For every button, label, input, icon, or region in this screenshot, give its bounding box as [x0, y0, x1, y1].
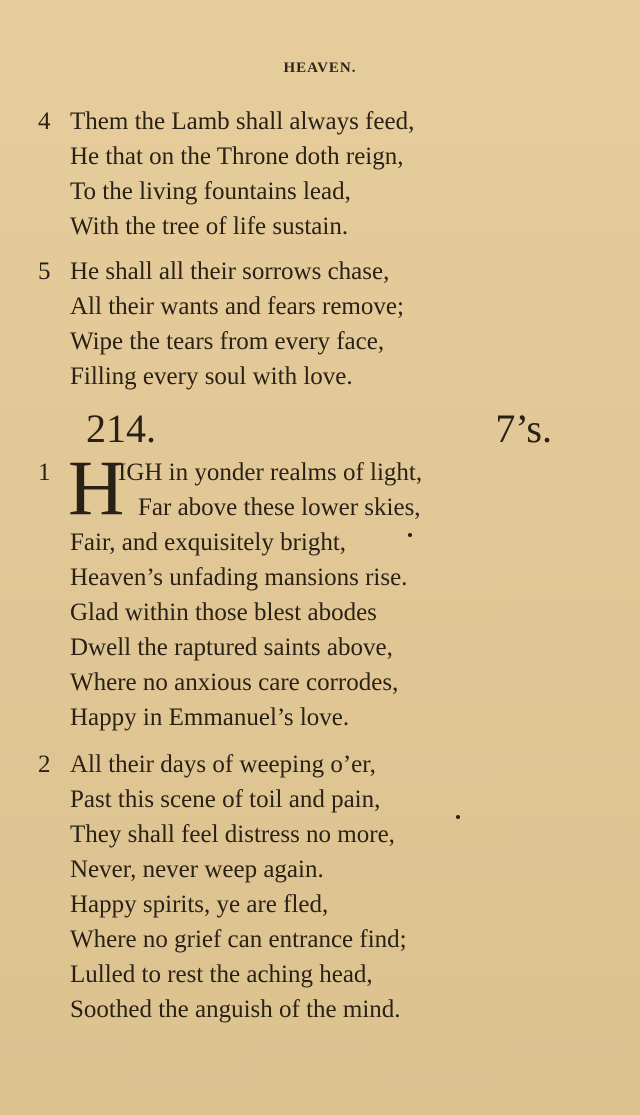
verse-line: Them the Lamb shall always feed,: [70, 108, 415, 135]
stanza-number: 4: [38, 108, 51, 135]
drop-cap: H: [68, 444, 125, 531]
verse-line: He that on the Throne doth reign,: [70, 143, 404, 170]
verse-line: Filling every soul with love.: [70, 363, 353, 390]
verse-line: They shall feel distress no more,: [70, 821, 395, 848]
ink-speck: [456, 815, 460, 819]
verse-line: All their days of weeping o’er,: [70, 751, 376, 778]
verse-line: Far above these lower skies,: [138, 494, 421, 521]
running-head: HEAVEN.: [283, 60, 357, 76]
verse-line: Past this scene of toil and pain,: [70, 786, 381, 813]
hymn-number: 214.: [86, 406, 156, 451]
verse-line: Heaven’s unfading mansions rise.: [70, 564, 408, 591]
verse-line: IGH in yonder realms of light,: [118, 459, 423, 486]
verse-line: All their wants and fears remove;: [70, 293, 404, 320]
verse-line: To the living fountains lead,: [70, 178, 351, 205]
stanza-number: 1: [38, 459, 51, 486]
hymn-meter: 7’s.: [495, 406, 552, 451]
verse-line: Happy in Emmanuel’s love.: [70, 704, 350, 731]
stanza-number: 5: [38, 258, 51, 285]
ink-speck: [408, 533, 412, 537]
verse-line: Glad within those blest abodes: [70, 599, 377, 626]
verse-line: With the tree of life sustain.: [70, 213, 349, 240]
verse-line: Fair, and exquisitely bright,: [70, 529, 347, 556]
verse-line: Dwell the raptured saints above,: [70, 634, 393, 661]
stanza-number: 2: [38, 751, 51, 778]
verse-line: Lulled to rest the aching head,: [70, 961, 373, 988]
verse-line: Happy spirits, ye are fled,: [70, 891, 329, 918]
verse-line: Where no grief can entrance find;: [70, 926, 407, 953]
verse-line: Where no anxious care corrodes,: [70, 669, 399, 696]
verse-line: He shall all their sorrows chase,: [70, 258, 390, 285]
verse-line: Soothed the anguish of the mind.: [70, 996, 401, 1023]
verse-line: Never, never weep again.: [70, 856, 324, 883]
verse-line: Wipe the tears from every face,: [70, 328, 385, 355]
